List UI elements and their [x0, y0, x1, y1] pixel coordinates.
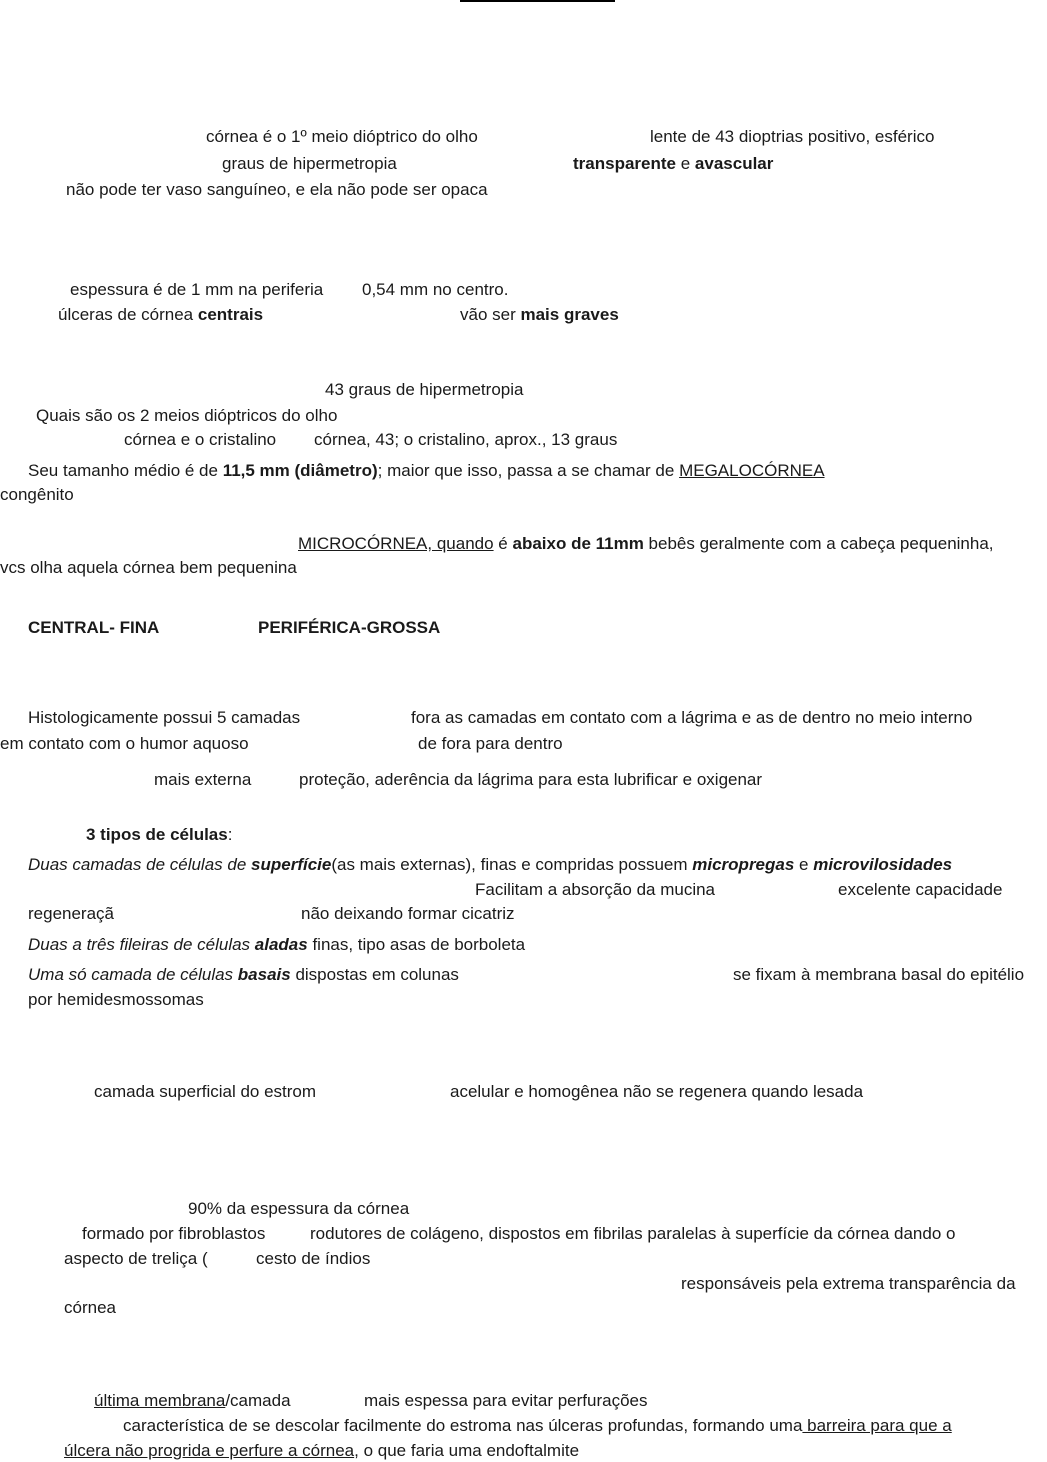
- text-line: [64, 1440, 579, 1462]
- text-line: córnea e o cristalino: [124, 430, 277, 449]
- text-line: não deixando formar cicatriz: [301, 904, 515, 923]
- text-fragment: , o que faria uma endoftalmite: [354, 1441, 580, 1460]
- text-line: 43 graus de hipermetropia: [325, 380, 524, 399]
- text-fragment: e: [794, 855, 814, 874]
- text-fragment: /camada: [225, 1391, 291, 1410]
- text-line: [94, 1390, 291, 1412]
- bold-text: transparente: [573, 154, 676, 173]
- text-line: CENTRAL- FINA: [28, 618, 160, 637]
- text-line: espessura é de 1 mm na periferia: [70, 280, 324, 299]
- text-line: aspecto de treliça (: [64, 1249, 208, 1268]
- top-rule: [460, 0, 615, 2]
- bold-text: avascular: [694, 154, 774, 173]
- text-fragment: :: [227, 825, 233, 844]
- text-fragment: bebês geralmente com a cabeça pequeninha,: [643, 534, 994, 553]
- text-line: córnea, 43; o cristalino, aprox., 13 graus: [314, 430, 618, 449]
- bold-italic-text: aladas: [254, 935, 308, 954]
- text-fragment: ; maior que isso, passa a se chamar de: [377, 461, 680, 480]
- text-line: cesto de índios: [256, 1249, 371, 1268]
- text-line: em contato com o humor aquoso: [0, 734, 249, 753]
- italic-text: Duas camadas de células de: [28, 855, 252, 874]
- bold-text: centrais: [197, 305, 264, 324]
- text-line: proteção, aderência da lágrima para esta lubrificar e oxigenar: [299, 770, 763, 789]
- text-line: [28, 964, 459, 986]
- underlined-text: última membrana: [94, 1391, 226, 1410]
- text-fragment: e: [680, 154, 691, 173]
- text-line: Quais são os 2 meios dióptricos do olho: [36, 406, 338, 425]
- text-line: [28, 854, 952, 876]
- underlined-text: úlcera não progrida e perfure a córnea: [64, 1441, 355, 1460]
- text-line: PERIFÉRICA-GROSSA: [258, 618, 441, 637]
- text-line: [28, 460, 825, 482]
- text-fragment: (as mais externas), finas e compridas possuem: [331, 855, 693, 874]
- underlined-text: barreira para que a: [802, 1416, 952, 1435]
- text-line: de fora para dentro: [418, 734, 563, 753]
- text-line: [460, 304, 619, 326]
- text-fragment: vão ser: [460, 305, 521, 324]
- bold-text: abaixo de 11mm: [512, 534, 644, 553]
- bold-text: mais graves: [520, 305, 619, 324]
- bold-italic-text: superfície: [251, 855, 332, 874]
- text-line: Facilitam a absorção da mucina: [475, 880, 716, 899]
- bold-italic-text: microvilosidades: [813, 855, 953, 874]
- text-line: acelular e homogênea não se regenera quando lesada: [450, 1082, 864, 1101]
- text-line: [58, 304, 263, 326]
- text-line: [298, 533, 994, 555]
- text-fragment: dispostas em colunas: [290, 965, 459, 984]
- bold-text: 11,5 mm (diâmetro): [222, 461, 378, 480]
- text-line: camada superficial do estrom: [94, 1082, 317, 1101]
- text-line: mais externa: [154, 770, 252, 789]
- text-line: se fixam à membrana basal do epitélio: [733, 965, 1025, 984]
- text-line: fora as camadas em contato com a lágrima e as de dentro no meio interno: [411, 708, 973, 727]
- text-line: formado por fibroblastos: [82, 1224, 266, 1243]
- text-line: não pode ter vaso sanguíneo, e ela não pode ser opaca: [66, 180, 488, 199]
- text-line: excelente capacidade: [838, 880, 1003, 899]
- bold-text: 3 tipos de células: [86, 825, 228, 844]
- underlined-text: MEGALOCÓRNEA: [679, 461, 825, 480]
- text-line: congênito: [0, 485, 74, 504]
- italic-text: Uma só camada de células: [28, 965, 238, 984]
- text-fragment: úlceras de córnea: [58, 305, 198, 324]
- text-fragment: finas, tipo asas de borboleta: [307, 935, 526, 954]
- text-fragment: característica de se descolar facilmente do estroma nas úlceras profundas, formando uma: [123, 1416, 803, 1435]
- text-line: [573, 153, 773, 175]
- text-line: vcs olha aquela córnea bem pequenina: [0, 558, 297, 577]
- text-line: responsáveis pela extrema transparência da: [681, 1274, 1016, 1293]
- text-line: lente de 43 dioptrias positivo, esférico: [650, 127, 935, 146]
- bold-italic-text: basais: [237, 965, 291, 984]
- text-line: por hemidesmossomas: [28, 990, 204, 1009]
- text-line: 90% da espessura da córnea: [188, 1199, 410, 1218]
- text-line: [28, 934, 525, 956]
- text-line: [86, 824, 232, 846]
- text-fragment: Seu tamanho médio é de: [28, 461, 223, 480]
- bold-italic-text: micropregas: [692, 855, 795, 874]
- underlined-text: MICROCÓRNEA, quando: [298, 534, 494, 553]
- text-line: 0,54 mm no centro.: [362, 280, 509, 299]
- text-fragment: é: [493, 534, 513, 553]
- text-line: mais espessa para evitar perfurações: [364, 1391, 648, 1410]
- text-line: graus de hipermetropia: [222, 154, 397, 173]
- text-line: [123, 1415, 952, 1437]
- text-line: Histologicamente possui 5 camadas: [28, 708, 301, 727]
- text-line: córnea: [64, 1298, 116, 1317]
- text-line: córnea é o 1º meio dióptrico do olho: [206, 127, 478, 146]
- text-line: regeneraçã: [28, 904, 115, 923]
- text-line: rodutores de colágeno, dispostos em fibrilas paralelas à superfície da córnea dando o: [310, 1224, 956, 1243]
- italic-text: Duas a três fileiras de células: [28, 935, 255, 954]
